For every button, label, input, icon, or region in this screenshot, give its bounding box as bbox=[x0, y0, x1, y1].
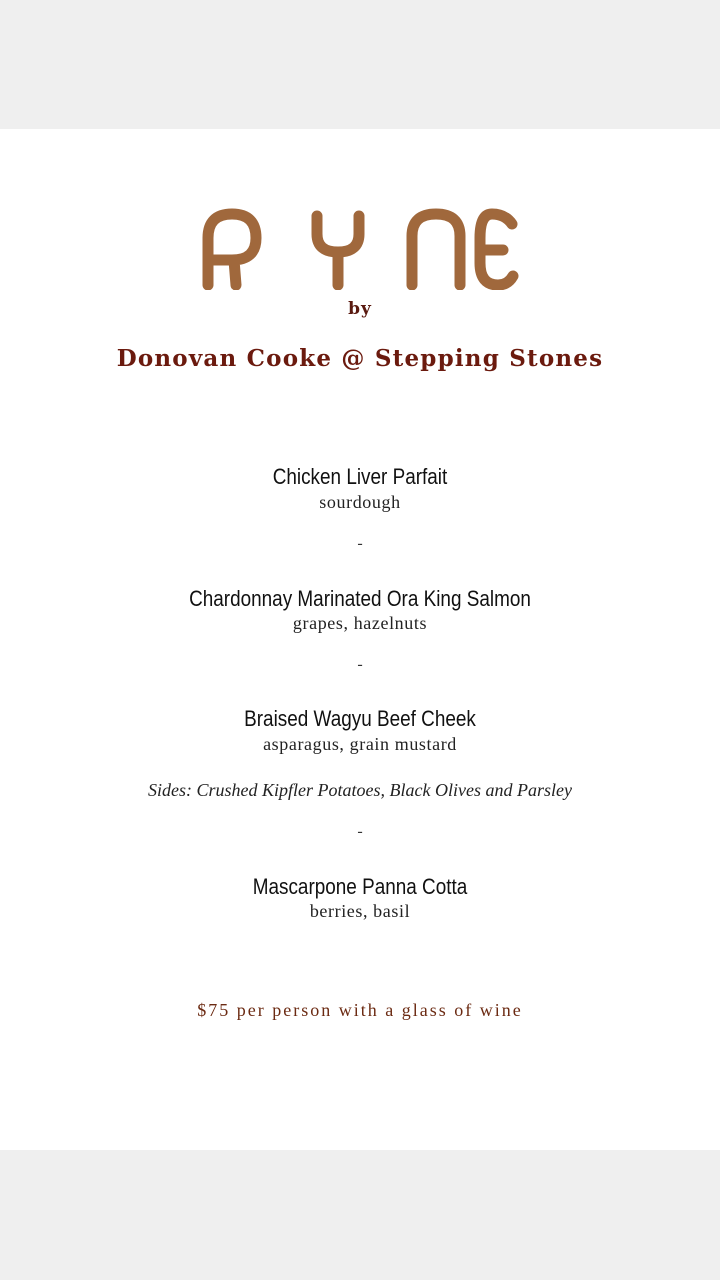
price-note: $75 per person with a glass of wine bbox=[197, 1000, 523, 1020]
by-label: by bbox=[348, 299, 372, 319]
course-description: sourdough bbox=[319, 492, 401, 512]
course-description: grapes, hazelnuts bbox=[292, 613, 428, 633]
logo-text: RYNE bbox=[360, 268, 363, 269]
course-description: asparagus, grain mustard bbox=[263, 734, 457, 754]
course-separator: - bbox=[357, 535, 363, 552]
course-name: Chicken Liver Parfait bbox=[272, 464, 448, 489]
sides-note: Sides: Crushed Kipfler Potatoes, Black Olives and Parsley bbox=[148, 780, 572, 800]
course-description: berries, basil bbox=[309, 901, 411, 921]
course-name: Mascarpone Panna Cotta bbox=[252, 874, 468, 899]
course-separator: - bbox=[357, 823, 363, 840]
ryne-logo bbox=[0, 208, 720, 290]
course-name: Chardonnay Marinated Ora King Salmon bbox=[189, 586, 531, 611]
menu-page bbox=[0, 129, 720, 1150]
course-separator: - bbox=[357, 656, 363, 673]
chef-title: Donovan Cooke @ Stepping Stones bbox=[116, 345, 604, 372]
course-name: Braised Wagyu Beef Cheek bbox=[244, 706, 476, 731]
